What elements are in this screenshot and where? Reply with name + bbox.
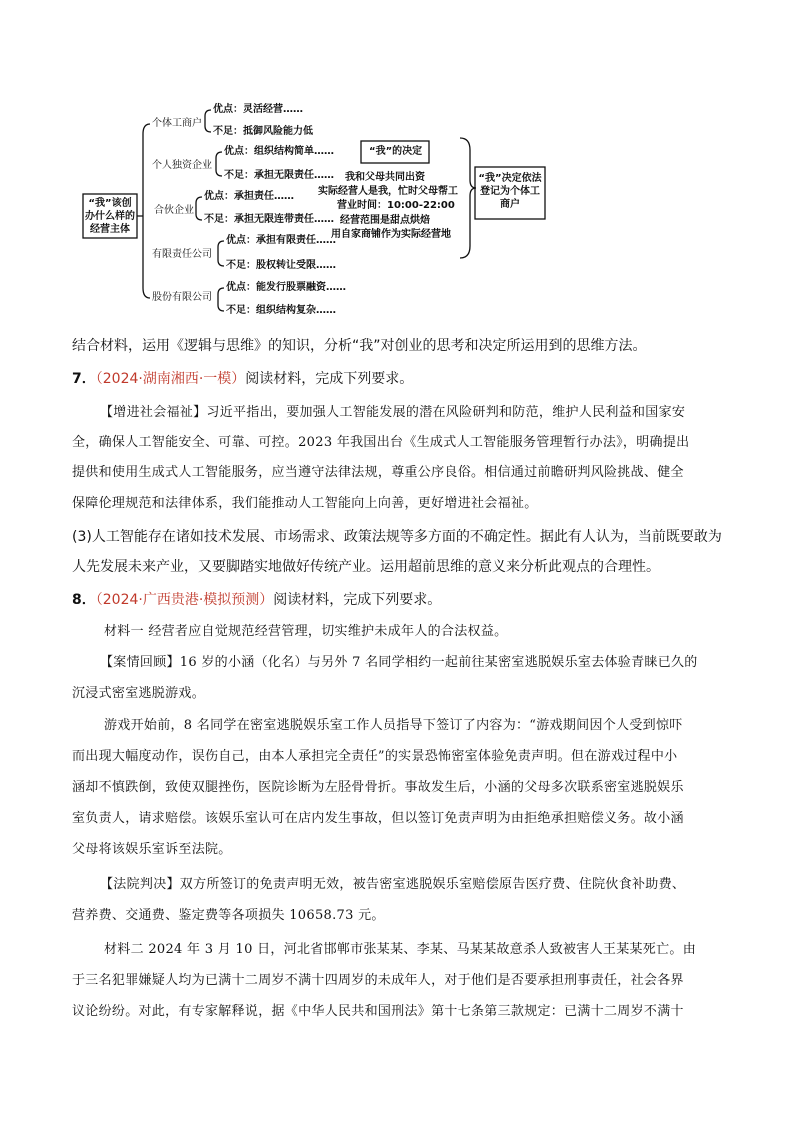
branch-con: 不足：承担无限连带责任…… [204,214,334,225]
note-line: 我和父母共同出资 [345,172,425,183]
branch-name: 股份有限公司 [152,292,212,303]
note-line: 实际经营人是我，忙时父母帮工 [318,186,458,197]
branch-name: 合伙企业 [154,205,194,216]
q8-material2-line: 于三名犯罪嫌疑人均为已满十二周岁不满十四周岁的未成年人，对于他们是否要承担刑事责任，社会各界 [72,973,684,988]
branch-pro: 优点：能发行股票融资…… [226,282,346,293]
note-line: 经营范围是甜点烘焙 [340,215,430,226]
q7-material-line: 保障伦理规范和法律体系，我们能推动人工智能向上向善，更好增进社会福祉。 [72,496,538,511]
q7-material-line: 全，确保人工智能安全、可靠、可控。2023 年我国出台《生成式人工智能服务管理暂行办法》，明确提出 [72,435,690,450]
branch-con: 不足：组织结构复杂…… [226,305,336,316]
q8-case-line: 沉浸式密室逃脱游戏。 [72,686,206,701]
main-brace [137,124,150,298]
branch-pro: 优点：承担有限责任…… [226,235,336,246]
branch-name: 有限责任公司 [152,249,212,260]
q8-detail-line: 涵却不慎跌倒，致使双腿挫伤，医院诊断为左胫骨骨折。事故发生后，小涵的父母多次联系密室逃脱娱乐 [72,780,684,795]
q7-header [72,369,724,389]
q7-prompt: 阅读材料，完成下列要求。 [245,371,414,387]
q8-material2-line: 议论纷纷。对此，有专家解释说，据《中华人民共和国刑法》第十七条第三款规定：已满十二周岁不满十 [72,1004,684,1019]
root-node-label: “我”该创办什么样的经营主体 [85,198,135,235]
mind-map-diagram [0,0,794,330]
q8-verdict-line: 营养费、交通费、鉴定费等各项损失 10658.73 元。 [72,908,385,923]
q8-verdict-line: 【法院判决】双方所签订的免责声明无效，被告密室逃脱娱乐室赔偿原告医疗费、住院伙食补助费、 [100,877,686,892]
q7-material-line: 【增进社会福祉】习近平指出，要加强人工智能发展的潜在风险研判和防范，维护人民利益和国家安 [100,405,686,420]
q8-source: （2024·广西贵港·模拟预测） [95,592,274,608]
mind-map-lines [0,0,794,330]
q8-detail-line: 室负责人，请求赔偿。该娱乐室认可在店内发生事故，但以签订免责声明为由拒绝承担赔偿义务。故小涵 [72,811,684,826]
q8-material2-line: 材料二 2024 年 3 月 10 日，河北省邯郸市张某某、李某、马某某故意杀人致被害人王某某死亡。由 [104,942,696,957]
q8-detail-line: 游戏开始前，8 名同学在密室逃脱娱乐室工作人员指导下签订了内容为：“游戏期间因个人受到惊吓 [104,718,683,733]
q8-number: 8． [72,592,96,608]
q7-material-line: 提供和使用生成式人工智能服务，应当遵守法律法规，尊重公序良俗。相信通过前瞻研判风险挑战、健全 [72,465,684,480]
q8-case-line: 【案情回顾】16 岁的小涵（化名）与另外 7 名同学相约一起前往某密室逃脱娱乐室去体验青睐已久的 [100,655,698,670]
q8-detail-line: 而出现大幅度动作，误伤自己，由本人承担完全责任”的实景恐怖密室体验免责声明。但在游戏过程中小 [72,749,678,764]
branch-con: 不足：承担无限责任…… [224,170,334,181]
q6-question: 结合材料，运用《逻辑与思维》的知识，分析“我”对创业的思考和决定所运用到的思维方法。 [72,338,647,354]
branch-con: 不足：股权转让受限…… [226,260,336,271]
branch-con: 不足：抵御风险能力低 [213,126,313,137]
q7-source: （2024·湖南湘西·一模） [95,371,246,387]
branch-pro: 优点：承担责任…… [204,191,294,202]
branch-pro: 优点：组织结构简单…… [224,146,334,157]
q7-question-line: (3)人工智能存在诸如技术发展、市场需求、政策法规等多方面的不确定性。据此有人认为，当前既要敢为 [72,529,722,545]
right-brace [460,138,476,258]
q7-question-line: 人先发展未来产业，又要脚踏实地做好传统产业。运用超前思维的意义来分析此观点的合理性。 [72,559,660,575]
branch-name: 个体工商户 [152,118,202,129]
q8-prompt: 阅读材料，完成下列要求。 [273,592,442,608]
final-decision-label: “我”决定依法登记为个体工商户 [478,173,542,210]
q7-number: 7． [72,371,96,387]
branch-name: 个人独资企业 [152,160,212,171]
decision-label: “我”的决定 [369,146,423,157]
note-line: 用自家商铺作为实际经营地 [331,229,451,240]
q8-header [72,590,724,610]
q8-detail-line: 父母将该娱乐室诉至法院。 [72,842,232,857]
note-line: 营业时间：10:00-22:00 [337,200,455,211]
q8-material1-title: 材料一 经营者应自觉规范经营管理，切实维护未成年人的合法权益。 [104,624,508,639]
branch-pro: 优点：灵活经营…… [213,104,303,115]
